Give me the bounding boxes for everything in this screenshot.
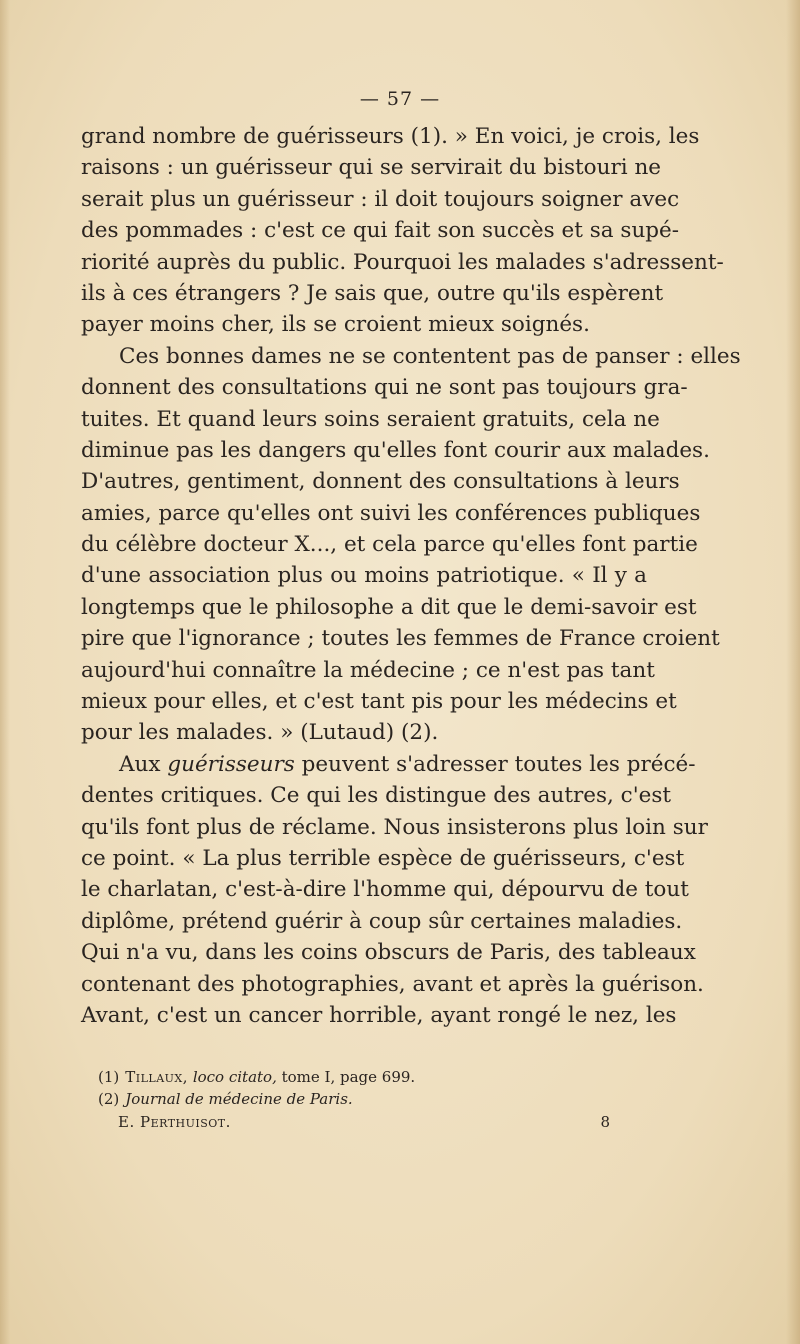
text-line: grand nombre de guérisseurs (1). » En voici, je crois, les	[81, 124, 700, 149]
text-line: D'autres, gentiment, donnent des consultations à leurs	[81, 469, 680, 495]
text-line: diplôme, prétend guérir à coup sûr certaines maladies.	[81, 908, 683, 934]
footnote-author: Tillaux,	[125, 1068, 189, 1086]
text-line: pour les malades. » (Lutaud) (2).	[81, 720, 439, 746]
footnote-italic: loco citato,	[192, 1068, 277, 1086]
footnote-1	[98, 1066, 618, 1088]
text-line: serait plus un guérisseur : il doit toujours soigner avec	[81, 186, 680, 212]
text-line: Avant, c'est un cancer horrible, ayant rongé le nez, les	[81, 1002, 677, 1028]
text-line: mieux pour elles, et c'est tant pis pour les médecins et	[81, 689, 677, 715]
printer-signature	[118, 1111, 610, 1133]
footnote-number: (1)	[98, 1068, 120, 1086]
text-line: riorité auprès du public. Pourquoi les malades s'adressent-	[81, 249, 724, 275]
text-line: des pommades : c'est ce qui fait son succès et sa supé-	[81, 218, 680, 244]
text-line: longtemps que le philosophe a dit que le demi-savoir est	[81, 594, 697, 620]
text-line: diminue pas les dangers qu'elles font courir aux malades.	[81, 437, 710, 463]
text-line: dentes critiques. Ce qui les distingue des autres, c'est	[81, 783, 672, 809]
text-line: raisons : un guérisseur qui se servirait du bistouri ne	[81, 155, 662, 181]
footnote-number: (2)	[98, 1090, 120, 1108]
text-line: pire que l'ignorance ; toutes les femmes de France croient	[81, 626, 720, 652]
text-fragment: peuvent s'adresser toutes les précé-	[301, 751, 696, 777]
signature-author: E. Perthuisot.	[118, 1113, 231, 1131]
text-line: donnent des consultations qui ne sont pas toujours gra-	[81, 375, 688, 401]
text-line: qu'ils font plus de réclame. Nous insisterons plus loin sur	[81, 814, 708, 840]
footnotes	[98, 1066, 618, 1110]
page-number: — 57 —	[359, 88, 441, 110]
text-line: Qui n'a vu, dans les coins obscurs de Paris, des tableaux	[81, 940, 696, 966]
page-edge-right	[786, 0, 800, 1344]
footnote-rest: tome I, page 699.	[281, 1068, 416, 1086]
text-line: d'une association plus ou moins patriotique. « Il y a	[81, 563, 647, 589]
text-line: ce point. « La plus terrible espèce de guérisseurs, c'est	[81, 845, 685, 871]
footnote-2	[98, 1088, 618, 1110]
text-line: Ces bonnes dames ne se contentent pas de panser : elles	[119, 343, 741, 369]
body-text	[81, 121, 741, 1031]
text-line: amies, parce qu'elles ont suivi les conférences publiques	[81, 500, 701, 526]
footnote-italic: Journal de médecine de Paris.	[125, 1090, 353, 1108]
text-line: payer moins cher, ils se croient mieux soignés.	[81, 312, 590, 338]
text-line-with-italic	[81, 749, 696, 780]
text-line: aujourd'hui connaître la médecine ; ce n'est pas tant	[81, 657, 655, 683]
text-line: tuites. Et quand leurs soins seraient gratuits, cela ne	[81, 406, 660, 432]
signature-sheet-number: 8	[600, 1113, 610, 1131]
text-line: du célèbre docteur X..., et cela parce qu'elles font partie	[81, 532, 698, 558]
text-line: ils à ces étrangers ? Je sais que, outre qu'ils espèrent	[81, 280, 664, 306]
text-fragment: Aux	[119, 751, 161, 777]
page-edge-left	[0, 0, 10, 1344]
italic-term: guérisseurs	[167, 751, 295, 777]
text-line: le charlatan, c'est-à-dire l'homme qui, dépourvu de tout	[81, 877, 689, 903]
text-line: contenant des photographies, avant et après la guérison.	[81, 971, 704, 997]
